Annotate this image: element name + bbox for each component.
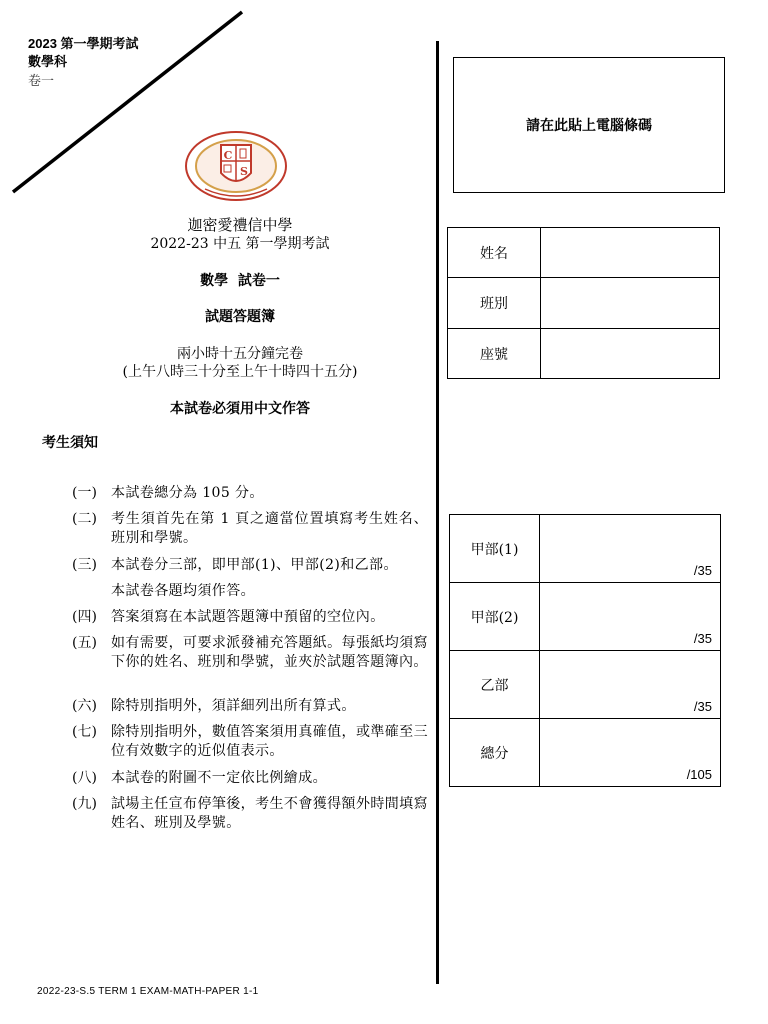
score-label-section-b: 乙部 bbox=[450, 651, 540, 719]
score-max: /35 bbox=[693, 563, 712, 578]
instruction-number: (四) bbox=[72, 609, 97, 625]
instruction-text: 試場主任宣布停筆後，考生不會獲得額外時間填寫姓名、班別及學號。 bbox=[111, 796, 428, 831]
score-max: /35 bbox=[693, 631, 712, 646]
instruction-number: (六) bbox=[72, 698, 97, 714]
field-label-seat: 座號 bbox=[448, 329, 541, 379]
header-paper: 卷一 bbox=[28, 74, 55, 89]
instruction-text: 本試卷各題均須作答。 bbox=[111, 583, 255, 599]
score-label-total: 總分 bbox=[450, 719, 540, 787]
instruction-text: 本試卷分三部，即甲部(1)、甲部(2)和乙部。 bbox=[111, 557, 398, 573]
instruction-text: 考生須首先在第 1 頁之適當位置填寫考生姓名、班別和學號。 bbox=[111, 511, 428, 546]
instruction-number: (五) bbox=[72, 635, 97, 651]
instruction-number: (三) bbox=[72, 557, 97, 573]
instruction-text: 本試卷總分為 105 分。 bbox=[111, 485, 264, 501]
footer-code: 2022-23-S.5 TERM 1 EXAM-MATH-PAPER 1-1 bbox=[37, 986, 259, 997]
score-max: /105 bbox=[686, 767, 712, 782]
score-row bbox=[450, 651, 721, 719]
instruction-number: (七) bbox=[72, 724, 97, 740]
header-exam-title: 2023 第一學期考試 bbox=[28, 36, 139, 51]
student-info-row bbox=[448, 228, 720, 278]
student-info-table bbox=[447, 227, 720, 379]
field-label-class: 班別 bbox=[448, 278, 541, 329]
paper-duration: 兩小時十五分鐘完卷 bbox=[177, 346, 303, 362]
svg-text:S: S bbox=[240, 165, 248, 178]
instructions-heading: 考生須知 bbox=[42, 435, 98, 451]
field-label-name: 姓名 bbox=[448, 228, 541, 278]
name-field[interactable] bbox=[541, 228, 720, 278]
student-info-row bbox=[448, 278, 720, 329]
score-label-section-a1: 甲部(1) bbox=[450, 515, 540, 583]
barcode-label: 請在此貼上電腦條碼 bbox=[526, 117, 652, 133]
score-cell-section-a1[interactable] bbox=[540, 515, 721, 583]
score-row bbox=[450, 719, 721, 787]
instruction-number: (八) bbox=[72, 770, 97, 786]
barcode-box bbox=[453, 57, 725, 193]
instruction-number: (一) bbox=[72, 485, 97, 501]
instruction-text: 如有需要，可要求派發補充答題紙。每張紙均須寫下你的姓名、班別和學號，並夾於試題答題簿內。 bbox=[111, 635, 428, 670]
score-max: /35 bbox=[693, 699, 712, 714]
score-cell-section-b[interactable] bbox=[540, 651, 721, 719]
instruction-text: 本試卷的附圖不一定依比例繪成。 bbox=[111, 770, 327, 786]
score-cell-total[interactable] bbox=[540, 719, 721, 787]
language-note: 本試卷必須用中文作答 bbox=[170, 401, 310, 417]
instruction-text: 答案須寫在本試題答題簿中預留的空位內。 bbox=[111, 609, 385, 625]
instruction-text: 除特別指明外，須詳細列出所有算式。 bbox=[111, 698, 356, 714]
score-row bbox=[450, 515, 721, 583]
instruction-number: (九) bbox=[72, 796, 97, 812]
instruction-text: 除特別指明外，數值答案須用真確值，或準確至三位有效數字的近似值表示。 bbox=[111, 724, 428, 759]
svg-text:C: C bbox=[223, 149, 233, 162]
score-cell-section-a2[interactable] bbox=[540, 583, 721, 651]
exam-title: 2022-23 中五 第一學期考試 bbox=[150, 236, 330, 252]
paper-title: 數學 試卷一 bbox=[200, 273, 280, 289]
seat-field[interactable] bbox=[541, 329, 720, 379]
instruction-number: (二) bbox=[72, 511, 97, 527]
score-label-section-a2: 甲部(2) bbox=[450, 583, 540, 651]
paper-subtitle: 試題答題簿 bbox=[205, 309, 275, 325]
score-table bbox=[449, 514, 721, 787]
student-info-row bbox=[448, 329, 720, 379]
header-subject: 數學科 bbox=[28, 55, 68, 70]
school-crest-icon bbox=[185, 131, 287, 201]
page-divider bbox=[436, 41, 439, 984]
class-field[interactable] bbox=[541, 278, 720, 329]
score-row bbox=[450, 583, 721, 651]
paper-time-range: (上午八時三十分至上午十時四十五分) bbox=[122, 364, 358, 380]
school-name: 迦密愛禮信中學 bbox=[187, 216, 293, 234]
